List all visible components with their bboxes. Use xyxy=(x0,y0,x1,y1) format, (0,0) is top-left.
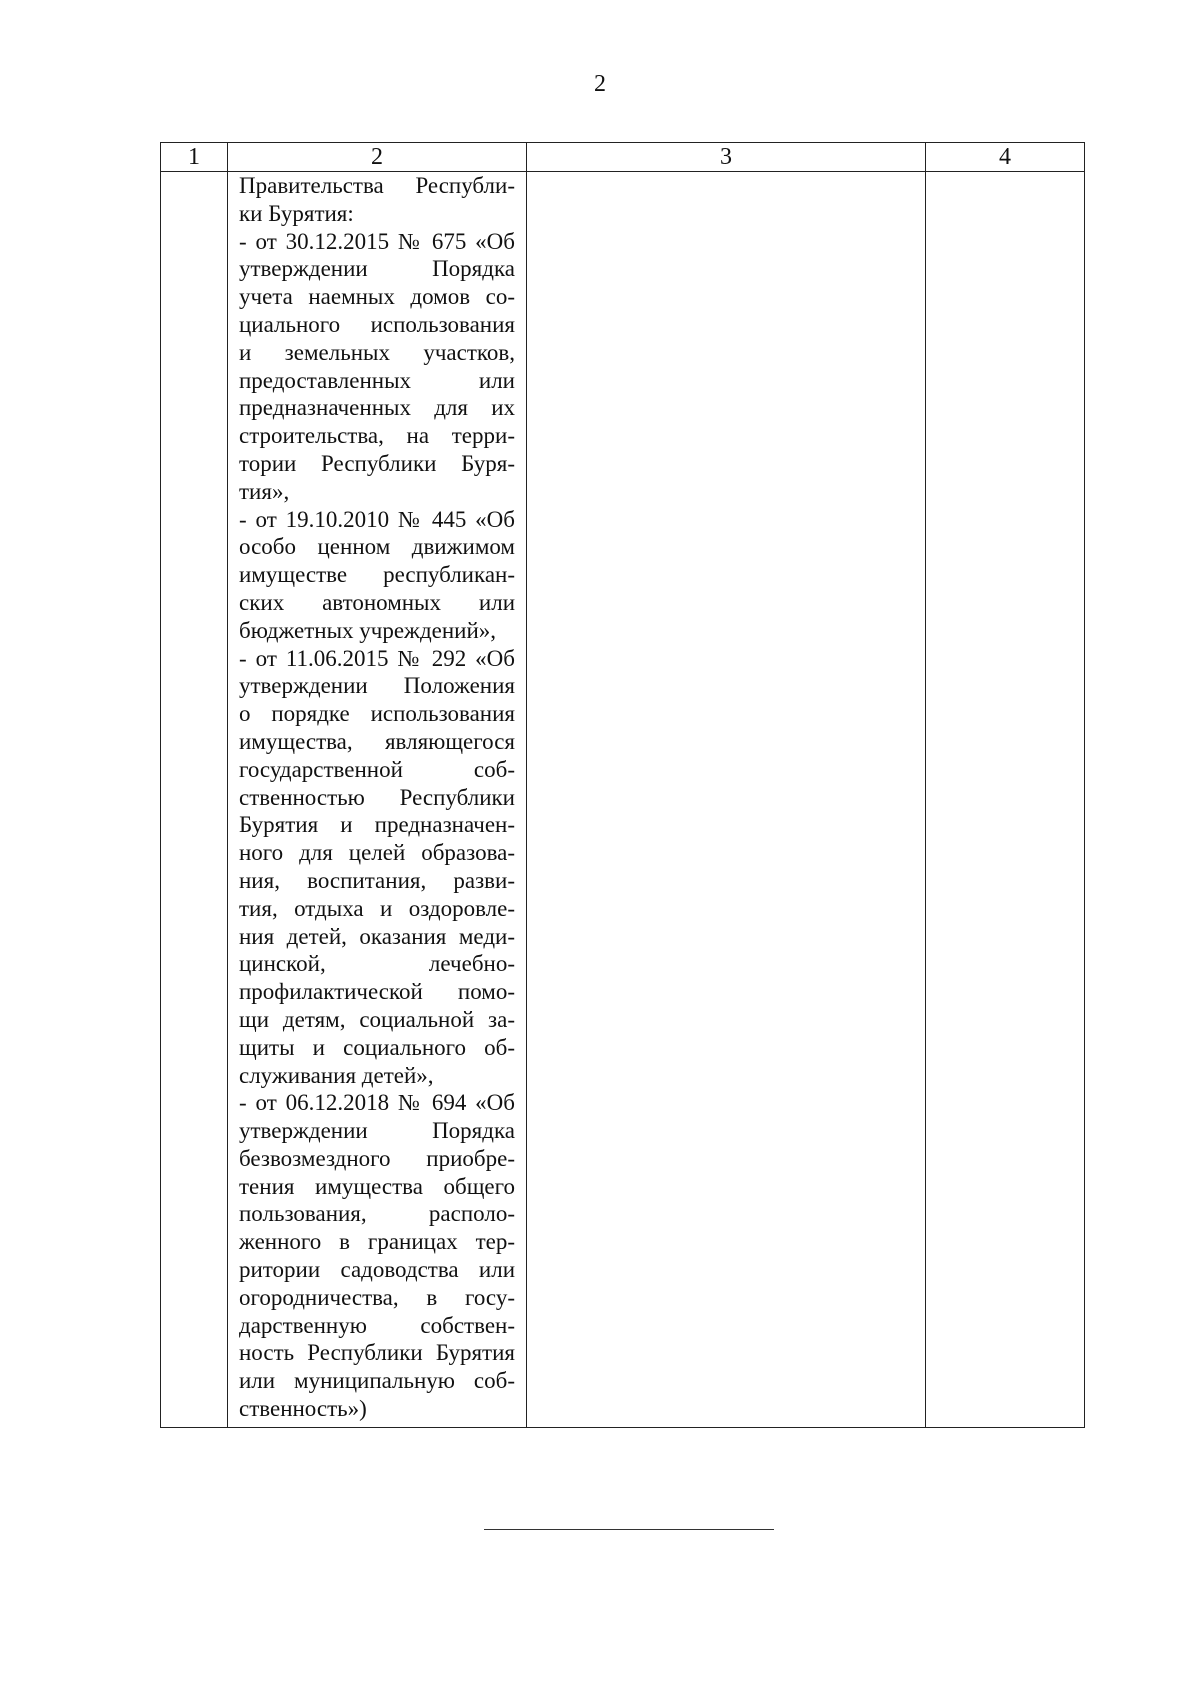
cell-text-line: утверждении Порядка xyxy=(239,1118,515,1144)
cell-col-3 xyxy=(527,172,926,1428)
cell-text-line: ния детей, оказания меди- xyxy=(239,923,515,949)
cell-text-line: служивания детей», xyxy=(239,1062,434,1088)
page-number: 2 xyxy=(594,71,606,97)
table-row xyxy=(161,172,1085,1428)
cell-text-line: предоставленных или xyxy=(239,367,515,393)
cell-text-line: и земельных участков, xyxy=(239,339,515,365)
cell-text-line: женного в границах тер- xyxy=(239,1229,515,1255)
cell-text-line: тения имущества общего xyxy=(239,1173,515,1199)
cell-col-4 xyxy=(926,172,1085,1428)
cell-col-1 xyxy=(161,172,228,1428)
cell-text-line: - от 30.12.2015 № 675 «Об xyxy=(239,228,515,254)
cell-text-line: или муниципальную соб- xyxy=(239,1368,515,1394)
footer-divider-line xyxy=(484,1529,774,1530)
cell-text-line: предназначенных для их xyxy=(239,395,515,421)
cell-text-line: утверждении Положения xyxy=(239,673,515,699)
cell-text-line: цинской, лечебно- xyxy=(239,951,515,977)
cell-text-line: о порядке использования xyxy=(239,701,515,727)
cell-text-line: - от 19.10.2010 № 445 «Об xyxy=(239,506,515,532)
cell-text-line: имущества, являющегося xyxy=(239,728,515,754)
cell-text-line: огородничества, в госу- xyxy=(239,1284,515,1310)
cell-text-line: ного для целей образова- xyxy=(239,840,515,866)
cell-text-line: ственность») xyxy=(239,1396,367,1422)
cell-col-2-text xyxy=(228,172,526,1423)
column-header-2: 2 xyxy=(228,143,527,172)
cell-text-line: щи детям, социальной за- xyxy=(239,1006,515,1032)
cell-text-line: утверждении Порядка xyxy=(239,256,515,282)
cell-text-line: учета наемных домов со- xyxy=(239,284,515,310)
cell-text-line: безвозмездного приобре- xyxy=(239,1145,515,1171)
cell-text-line: щиты и социального об- xyxy=(239,1034,515,1060)
cell-text-line: особо ценном движимом xyxy=(239,534,515,560)
cell-text-line: ритории садоводства или xyxy=(239,1257,515,1283)
cell-text-line: бюджетных учреждений», xyxy=(239,617,497,643)
cell-text-line: - от 11.06.2015 № 292 «Об xyxy=(239,645,515,671)
cell-text-line: ских автономных или xyxy=(239,589,515,615)
cell-text-line: ния, воспитания, разви- xyxy=(239,867,515,893)
cell-text-line: государственной соб- xyxy=(239,756,515,782)
cell-text-line: тия», xyxy=(239,478,290,504)
cell-text-line: Бурятия и предназначен- xyxy=(239,812,515,838)
cell-text-line: строительства, на терри- xyxy=(239,423,515,449)
cell-text-line: тия, отдыха и оздоровле- xyxy=(239,895,515,921)
cell-text-line: ственностью Республики xyxy=(239,784,515,810)
column-header-4: 4 xyxy=(926,143,1085,172)
cell-text-line: Правительства Республи- xyxy=(239,173,515,198)
cell-text-line: дарственную собствен- xyxy=(239,1312,515,1338)
document-table xyxy=(160,142,1085,1428)
table-header-row xyxy=(161,143,1085,172)
cell-text-line: ность Республики Бурятия xyxy=(239,1340,515,1366)
cell-text-line: имуществе республикан- xyxy=(239,562,515,588)
cell-text-line: тории Республики Буря- xyxy=(239,450,515,476)
cell-text-line: циального использования xyxy=(239,311,515,337)
cell-text-line: профилактической помо- xyxy=(239,979,515,1005)
column-header-1: 1 xyxy=(161,143,228,172)
cell-text-line: ки Бурятия: xyxy=(239,200,354,226)
cell-text-line: - от 06.12.2018 № 694 «Об xyxy=(239,1090,515,1116)
cell-text-line: пользования, располо- xyxy=(239,1201,515,1227)
column-header-3: 3 xyxy=(527,143,926,172)
cell-col-2 xyxy=(228,172,527,1428)
